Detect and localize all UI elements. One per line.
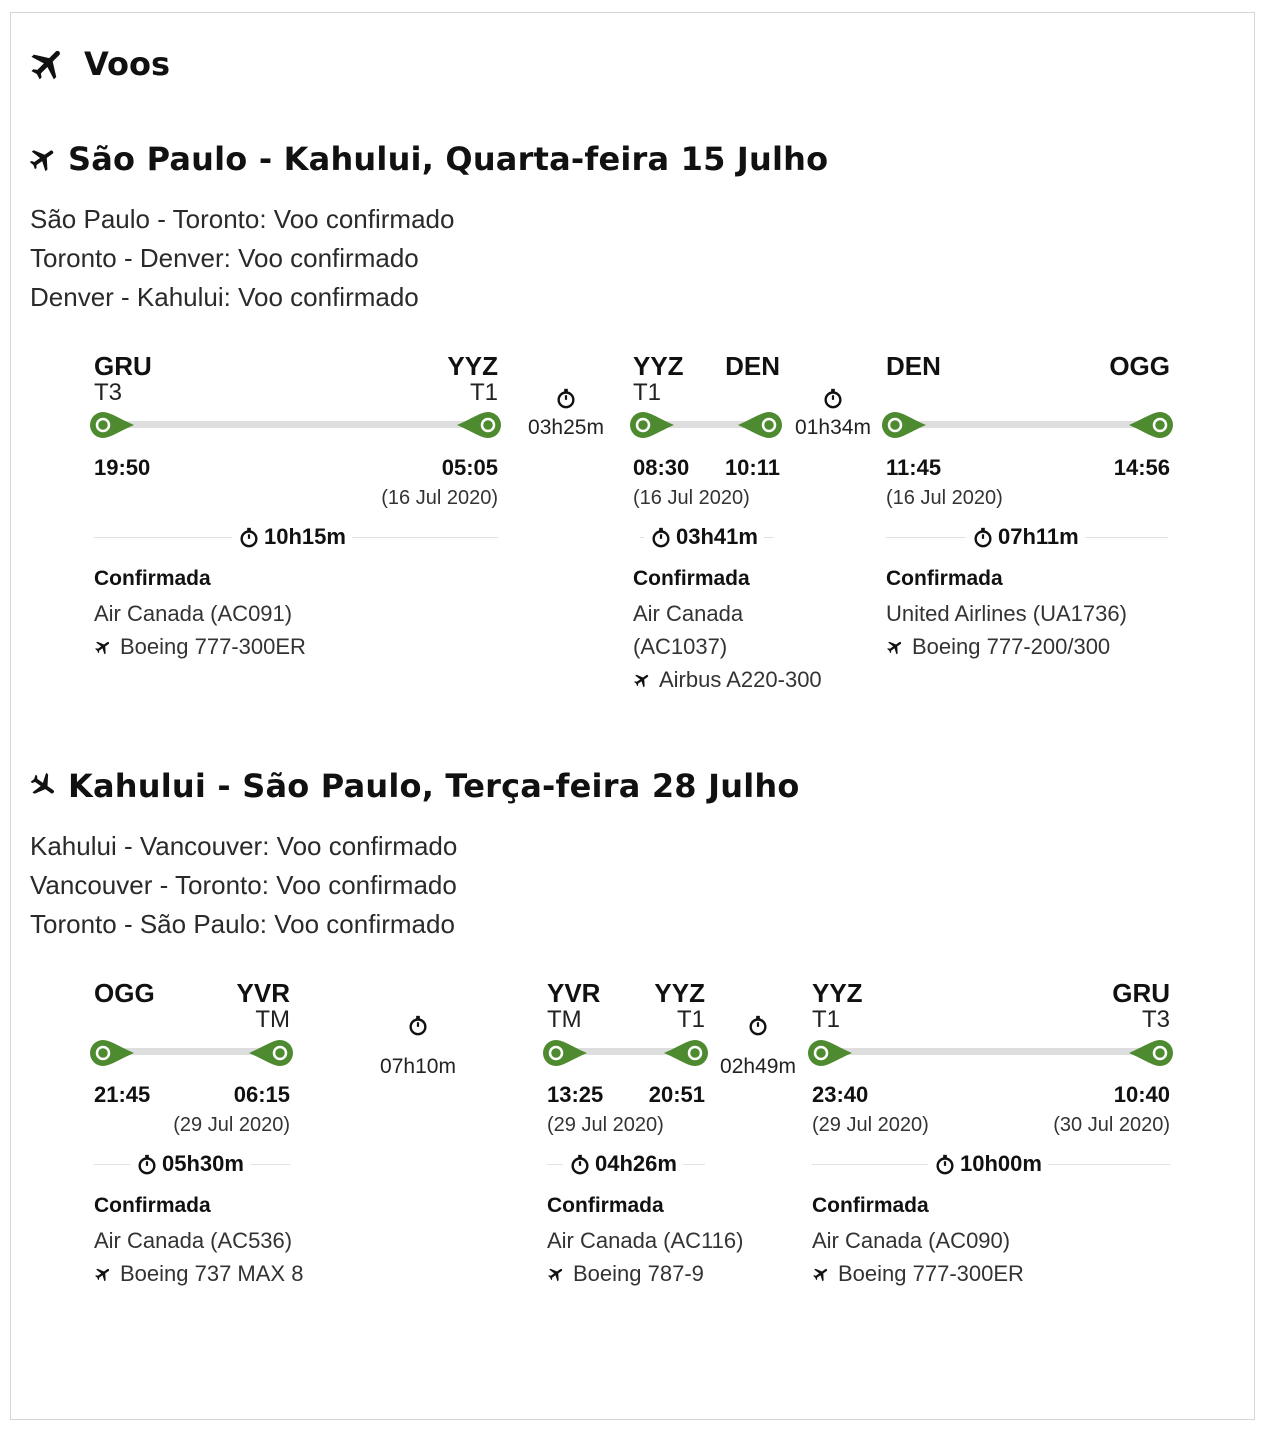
arrival-date: (29 Jul 2020) [173, 1114, 290, 1136]
arrival-date: (16 Jul 2020) [381, 487, 498, 509]
departure-date: (29 Jul 2020) [812, 1114, 929, 1136]
destination-terminal: T3 [1141, 1006, 1170, 1033]
destination-code: YVR [236, 978, 290, 1008]
arrival-pin-icon [1127, 1038, 1175, 1068]
airplane-icon [886, 638, 904, 656]
landing-icon [28, 771, 58, 801]
aircraft-type: Boeing 787-9 [547, 1261, 704, 1287]
arrival-time: 10:40 [1113, 1082, 1170, 1107]
stopwatch-icon [822, 386, 844, 410]
stopwatch-icon [407, 1013, 429, 1037]
outbound-status-1: São Paulo - Toronto: Voo confirmado [30, 204, 455, 234]
booking-status: Confirmada [94, 1194, 211, 1217]
origin-code: GRU [94, 351, 152, 381]
flight-track [905, 421, 1155, 428]
departure-time: 11:45 [886, 455, 942, 480]
takeoff-icon [28, 144, 58, 174]
airplane-icon [94, 1265, 112, 1283]
stopwatch-icon [972, 526, 994, 548]
flight-duration: 10h15m [232, 524, 352, 550]
booking-status: Confirmada [886, 567, 1003, 590]
airplane-icon [547, 1265, 565, 1283]
flight-duration: 04h26m [563, 1151, 683, 1177]
destination-code: YYZ [447, 351, 498, 381]
stopwatch-icon [555, 386, 577, 410]
destination-code: YYZ [654, 978, 705, 1008]
airline-flight: Air Canada (AC116) [547, 1228, 744, 1253]
stopwatch-icon [569, 1153, 591, 1175]
outbound-status-2: Toronto - Denver: Voo confirmado [30, 243, 419, 273]
departure-time: 08:30 [633, 455, 690, 480]
page-title: Voos [84, 45, 171, 83]
aircraft-type: Boeing 777-300ER [94, 634, 306, 660]
arrival-pin-icon [662, 1038, 710, 1068]
destination-terminal: T1 [676, 1006, 705, 1033]
destination-terminal: TM [255, 1006, 290, 1033]
airline-flight: Air Canada (AC1037) [633, 601, 744, 659]
departure-pin-icon [806, 1038, 854, 1068]
aircraft-type: Airbus A220-300 [633, 667, 822, 693]
flight-duration: 05h30m [130, 1151, 250, 1177]
return-title: Kahului - São Paulo, Terça-feira 28 Julho [28, 767, 800, 805]
airline-flight: United Airlines (UA1736) [886, 601, 1127, 626]
departure-time: 23:40 [812, 1082, 869, 1107]
destination-code: DEN [725, 351, 780, 381]
origin-code: YYZ [812, 978, 863, 1008]
connection-time: 03h25m [520, 386, 612, 440]
airplane-icon [633, 671, 651, 689]
booking-status: Confirmada [812, 1194, 929, 1217]
arrival-time: 14:56 [1113, 455, 1170, 480]
destination-code: GRU [1112, 978, 1170, 1008]
origin-terminal: T3 [94, 379, 123, 406]
stopwatch-icon [136, 1153, 158, 1175]
departure-time: 21:45 [94, 1082, 151, 1107]
outbound-status-3: Denver - Kahului: Voo confirmado [30, 282, 419, 312]
stopwatch-icon [238, 526, 260, 548]
origin-code: OGG [94, 978, 155, 1008]
booking-status: Confirmada [547, 1194, 664, 1217]
arrival-time: 20:51 [648, 1082, 705, 1107]
return-status-2: Vancouver - Toronto: Voo confirmado [30, 870, 457, 900]
outbound-title: São Paulo - Kahului, Quarta-feira 15 Julho [28, 140, 828, 178]
airline-flight: Air Canada (AC091) [94, 601, 293, 626]
connection-time: 01h34m [787, 386, 879, 440]
aircraft-type: Boeing 737 MAX 8 [94, 1261, 303, 1287]
origin-code: YVR [547, 978, 601, 1008]
departure-pin-icon [88, 1038, 136, 1068]
stopwatch-icon [650, 526, 672, 548]
flight-track [112, 421, 482, 428]
arrival-time: 05:05 [441, 455, 498, 480]
booking-status: Confirmada [94, 567, 211, 590]
destination-terminal: T1 [469, 379, 498, 406]
origin-terminal: T1 [812, 1006, 841, 1033]
return-status-3: Toronto - São Paulo: Voo confirmado [30, 909, 455, 939]
arrival-time: 06:15 [233, 1082, 290, 1107]
departure-pin-icon [541, 1038, 589, 1068]
stopwatch-icon [747, 1013, 769, 1037]
departure-pin-icon [628, 410, 676, 440]
flight-track [831, 1048, 1155, 1055]
departure-time: 13:25 [547, 1082, 604, 1107]
origin-terminal: TM [547, 1006, 582, 1033]
arrival-pin-icon [1127, 410, 1175, 440]
arrival-time: 10:11 [724, 455, 780, 480]
airplane-icon [94, 638, 112, 656]
flight-duration: 10h00m [928, 1151, 1048, 1177]
departure-date: (16 Jul 2020) [633, 487, 750, 509]
origin-terminal: T1 [633, 379, 662, 406]
aircraft-type: Boeing 777-300ER [812, 1261, 1024, 1287]
booking-status: Confirmada [633, 567, 750, 590]
connection-time: 07h10m [370, 1013, 466, 1079]
departure-time: 19:50 [94, 455, 151, 480]
arrival-pin-icon [247, 1038, 295, 1068]
flight-duration: 07h11m [966, 524, 1085, 550]
airline-flight: Air Canada (AC536) [94, 1228, 293, 1253]
flights-header [28, 44, 170, 84]
airplane-icon [812, 1265, 830, 1283]
connection-time: 02h49m [712, 1013, 804, 1079]
arrival-pin-icon [736, 410, 784, 440]
departure-date: (16 Jul 2020) [886, 487, 1003, 509]
airplane-icon [28, 44, 68, 84]
departure-pin-icon [880, 410, 928, 440]
destination-code: OGG [1109, 351, 1170, 381]
flight-duration: 03h41m [644, 524, 764, 550]
stopwatch-icon [934, 1153, 956, 1175]
departure-pin-icon [88, 410, 136, 440]
origin-code: YYZ [633, 351, 684, 381]
return-status-1: Kahului - Vancouver: Voo confirmado [30, 831, 458, 861]
arrival-date: (30 Jul 2020) [1053, 1114, 1170, 1136]
aircraft-type: Boeing 777-200/300 [886, 634, 1110, 660]
airline-flight: Air Canada (AC090) [812, 1228, 1011, 1253]
origin-code: DEN [886, 351, 941, 381]
arrival-pin-icon [455, 410, 503, 440]
departure-date: (29 Jul 2020) [547, 1114, 664, 1136]
